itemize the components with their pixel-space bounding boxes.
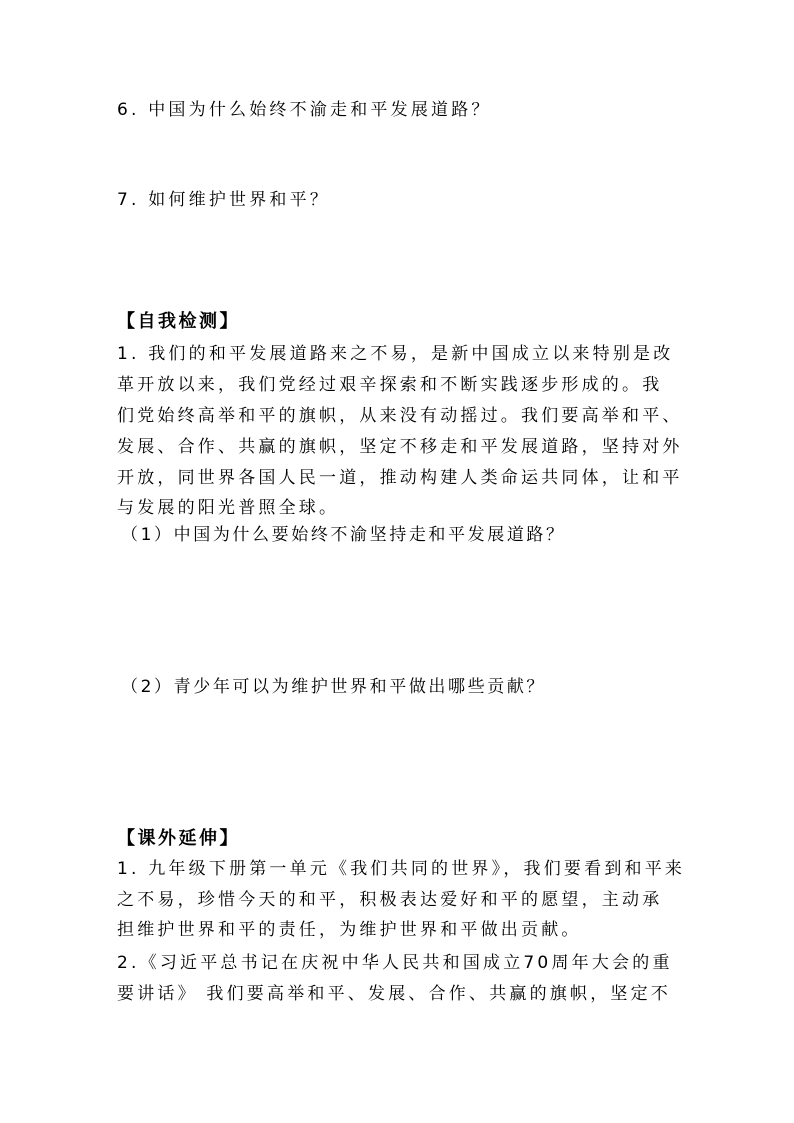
self-check-heading: 【自我检测】 bbox=[117, 311, 240, 332]
extension-heading: 【课外延伸】 bbox=[117, 828, 240, 849]
self-check-passage-line: 们党始终高举和平的旗帜，从来没有动摇过。我们要高举和平、 bbox=[117, 406, 683, 426]
sub-question-2: （2）青少年可以为维护世界和平做出哪些贡献？ bbox=[121, 677, 547, 697]
self-check-passage-line: 开放，同世界各国人民一道，推动构建人类命运共同体，让和平 bbox=[117, 468, 683, 488]
self-check-passage-line: 发展、合作、共赢的旗帜，坚定不移走和平发展道路，坚持对外 bbox=[117, 437, 683, 457]
extension-line: 担维护世界和平的责任，为维护世界和平做出贡献。 bbox=[117, 920, 582, 940]
extension-line: 之不易，珍惜今天的和平，积极表达爱好和平的愿望，主动承 bbox=[117, 890, 663, 910]
question-6: 6. 中国为什么始终不渝走和平发展道路？ bbox=[117, 100, 492, 120]
extension-line: 2.《习近平总书记在庆祝中华人民共和国成立70周年大会的重 bbox=[117, 953, 673, 973]
self-check-passage-line: 1. 我们的和平发展道路来之不易，是新中国成立以来特别是改 bbox=[117, 344, 674, 364]
self-check-passage-line: 与发展的阳光普照全球。 bbox=[117, 498, 340, 518]
sub-question-1: （1）中国为什么要始终不渝坚持走和平发展道路？ bbox=[121, 525, 566, 545]
extension-line: 要讲话》 我们要高举和平、发展、合作、共赢的旗帜，坚定不 bbox=[117, 984, 672, 1004]
question-7: 7. 如何维护世界和平？ bbox=[117, 190, 331, 210]
self-check-passage-line: 革开放以来，我们党经过艰辛探索和不断实践逐步形成的。我 bbox=[117, 375, 663, 395]
extension-line: 1. 九年级下册第一单元《我们共同的世界》，我们要看到和平来 bbox=[117, 859, 686, 879]
